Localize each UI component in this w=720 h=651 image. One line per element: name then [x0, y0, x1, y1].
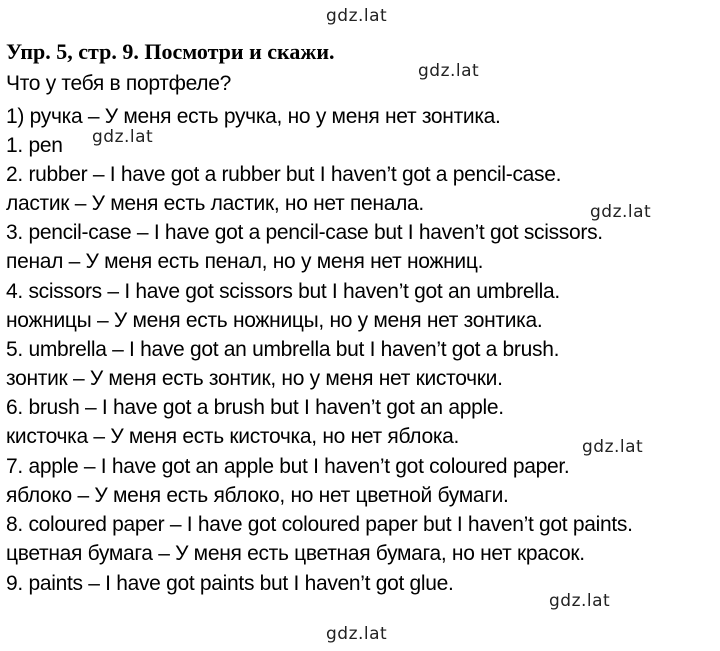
- text-line: зонтик – У меня есть зонтик, но у меня нет кисточки.: [6, 367, 503, 390]
- text-line: 1) ручка – У меня есть ручка, но у меня нет зонтика.: [6, 105, 501, 128]
- watermark: gdz.lat: [92, 127, 154, 147]
- text-line: 8. coloured paper – I have got coloured paper but I haven’t got paints.: [6, 513, 633, 536]
- text-line: цветная бумага – У меня есть цветная бумага, но нет красок.: [6, 542, 585, 565]
- text-line: 6. brush – I have got a brush but I haven’t got an apple.: [6, 396, 504, 419]
- text-line: кисточка – У меня есть кисточка, но нет яблока.: [6, 425, 460, 448]
- text-line: 2. rubber – I have got a rubber but I haven’t got a pencil-case.: [6, 163, 562, 186]
- exercise-title: Упр. 5, стр. 9. Посмотри и скажи.: [6, 39, 335, 64]
- watermark-bottom: gdz.lat: [326, 624, 388, 644]
- watermark-top: gdz.lat: [326, 6, 388, 26]
- text-line: ножницы – У меня есть ножницы, но у меня нет зонтика.: [6, 309, 543, 332]
- text-line: 5. umbrella – I have got an umbrella but I haven’t got a brush.: [6, 338, 560, 361]
- text-line: 9. paints – I have got paints but I haven’t got glue.: [6, 572, 454, 595]
- text-line: яблоко – У меня есть яблоко, но нет цветной бумаги.: [6, 484, 509, 507]
- watermark: gdz.lat: [582, 437, 644, 457]
- text-line: 4. scissors – I have got scissors but I haven’t got an umbrella.: [6, 280, 560, 303]
- watermark: gdz.lat: [590, 202, 652, 222]
- text-line: пенал – У меня есть пенал, но у меня нет ножниц.: [6, 250, 484, 273]
- text-line: ластик – У меня есть ластик, но нет пенала.: [6, 192, 424, 215]
- watermark: gdz.lat: [418, 61, 480, 81]
- text-line: 7. apple – I have got an apple but I haven’t got coloured paper.: [6, 455, 570, 478]
- watermark: gdz.lat: [549, 591, 611, 611]
- text-line: 1. pen: [6, 134, 63, 157]
- question-line: Что у тебя в портфеле?: [6, 72, 231, 95]
- text-line: 3. pencil-case – I have got a pencil-case but I haven’t got scissors.: [6, 221, 603, 244]
